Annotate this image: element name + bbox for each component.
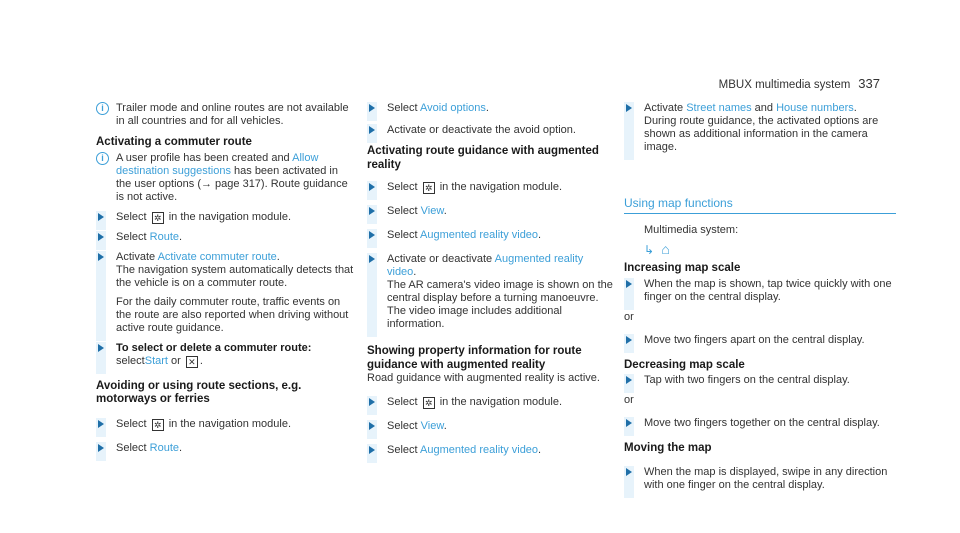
step-tap-twice: When the map is shown, tap twice quickly with one finger on the central display. [624,278,896,304]
note-user-profile [96,152,356,204]
step-select-route: Select Route. [96,231,356,244]
step-toggle-avoid: Activate or deactivate the avoid option. [367,124,615,137]
note-text: A user profile has been created and Allow destination suggestions has been activated in the user options (→ page 317). Route guidance is not active. [116,151,348,203]
heading-increase-scale: Increasing map scale [624,262,741,274]
column-1 [96,102,356,455]
augmented-reality-video-link[interactable]: Augmented reality video [420,229,539,241]
step-select-settings: Select ✲ in the navigation module. [367,396,615,409]
gear-icon: ✲ [152,419,164,431]
step-bullet-icon [369,231,375,239]
menu-path [624,241,896,257]
step-bullet-icon [626,336,632,344]
step-bullet-icon [98,213,104,221]
delete-icon[interactable]: ✕ [186,356,198,368]
step-tap-two-fingers: Tap with two fingers on the central display. [624,374,896,387]
section-title-map-functions: Using map functions [624,196,896,214]
route-link[interactable]: Route [149,230,179,243]
step-bullet-icon [369,446,375,454]
multimedia-system-label: Multimedia system: [644,224,739,236]
step-select-settings: Select ✲ in the navigation module. [367,181,615,194]
home-icon[interactable]: ⌂ [661,241,670,257]
augmented-reality-video-link[interactable]: Augmented reality video [387,253,584,278]
step-toggle-ar-video: Activate or deactivate Augmented reality video. The AR camera's video image is shown on the central display before a turning manoeuvre. The video image includes additional information. [367,253,615,331]
route-link[interactable]: Route [149,441,179,454]
step-bullet-icon [626,419,632,427]
step-bullet-icon [98,444,104,452]
section-intro: Road guidance with augmented reality is active. [367,372,600,384]
step-bullet-icon [98,420,104,428]
step-bullet-icon [369,398,375,406]
heading-augmented-reality: Activating route guidance with augmented reality [367,145,599,171]
step-bullet-icon [369,126,375,134]
step-select-delete-commuter: To select or delete a commuter route: selectStart or ✕ . [96,342,356,368]
avoid-options-link[interactable]: Avoid options [420,102,486,114]
step-select-settings: Select ✲ in the navigation module. [96,211,356,224]
info-icon: i [96,102,109,115]
step-avoid-options: Select Avoid options. [367,102,615,115]
step-select-route: Select Route. [96,442,356,455]
step-bullet-icon [369,255,375,263]
step-description: For the daily commuter route, traffic events on the route are also reported when driving without active route guidance. [116,295,349,334]
gear-icon: ✲ [423,397,435,409]
step-select-ar-video: Select Augmented reality video. [367,229,615,242]
step-bullet-icon [626,104,632,112]
column-2 [367,102,615,457]
step-select-view: Select View. [367,205,615,218]
augmented-reality-video-link[interactable]: Augmented reality video [420,444,539,456]
heading-avoid-route-sections: Avoiding or using route sections, e.g. motorways or ferries [96,379,302,405]
step-bullet-icon [626,280,632,288]
step-bullet-icon [98,233,104,241]
header-title: MBUX multimedia system [718,79,851,91]
step-bullet-icon [98,253,104,261]
column-3 [624,102,896,492]
step-bullet-icon [626,468,632,476]
view-link[interactable]: View [420,205,444,217]
step-title: To select or delete a commuter route: [116,341,312,354]
step-bullet-icon [369,104,375,112]
or-text: or [624,394,634,406]
note-trailer [96,102,356,128]
step-select-view: Select View. [367,420,615,433]
info-icon: i [96,152,109,165]
gear-icon: ✲ [423,182,435,194]
step-select-settings: Select ✲ in the navigation module. [96,418,356,431]
step-select-ar-video: Select Augmented reality video. [367,444,615,457]
step-bullet-icon [626,376,632,384]
note-text: Trailer mode and online routes are not available in all countries and for all vehicles. [116,102,349,127]
step-activate-commuter: Activate Activate commuter route. The navigation system automatically detects that the vehicle is on a commuter route. For the daily commuter route, traffic events on the route are also reported when driving without active route guidance. [96,251,356,335]
or-text: or [624,310,634,323]
view-link[interactable]: View [420,420,444,432]
step-description: During route guidance, the activated options are shown as additional information in the camera image. [644,115,879,153]
step-swipe: When the map is displayed, swipe in any direction with one finger on the central display. [624,466,896,492]
activate-commuter-route-link[interactable]: Activate commuter route [157,250,277,263]
heading-decrease-scale: Decreasing map scale [624,358,745,371]
step-bullet-icon [369,183,375,191]
step-fingers-apart: Move two fingers apart on the central display. [624,334,896,347]
house-numbers-link[interactable]: House numbers [776,102,854,114]
street-names-link[interactable]: Street names [686,102,752,114]
step-description: The navigation system automatically detects that the vehicle is on a commuter route. [116,263,354,289]
heading-commuter-route: Activating a commuter route [96,136,252,148]
running-header [719,76,880,91]
step-fingers-together: Move two fingers together on the central display. [624,417,896,430]
allow-destination-suggestions-link[interactable]: Allow destination suggestions [116,151,319,177]
step-bullet-icon [369,422,375,430]
start-link[interactable]: Start [144,354,168,367]
gear-icon: ✲ [152,212,164,224]
heading-property-information: Showing property information for route guidance with augmented reality [367,345,582,371]
heading-moving-map: Moving the map [624,442,712,454]
step-description: The AR camera's video image is shown on the central display before a turning manoeuvre. The video image includes additional information. [387,279,613,330]
arrow-icon: ↳ [644,243,655,257]
step-bullet-icon [98,344,104,352]
step-bullet-icon [369,207,375,215]
page-number: 337 [858,76,880,91]
step-street-house-numbers: Activate Street names and House numbers. During route guidance, the activated options are shown as additional information in the camera image. [624,102,896,154]
